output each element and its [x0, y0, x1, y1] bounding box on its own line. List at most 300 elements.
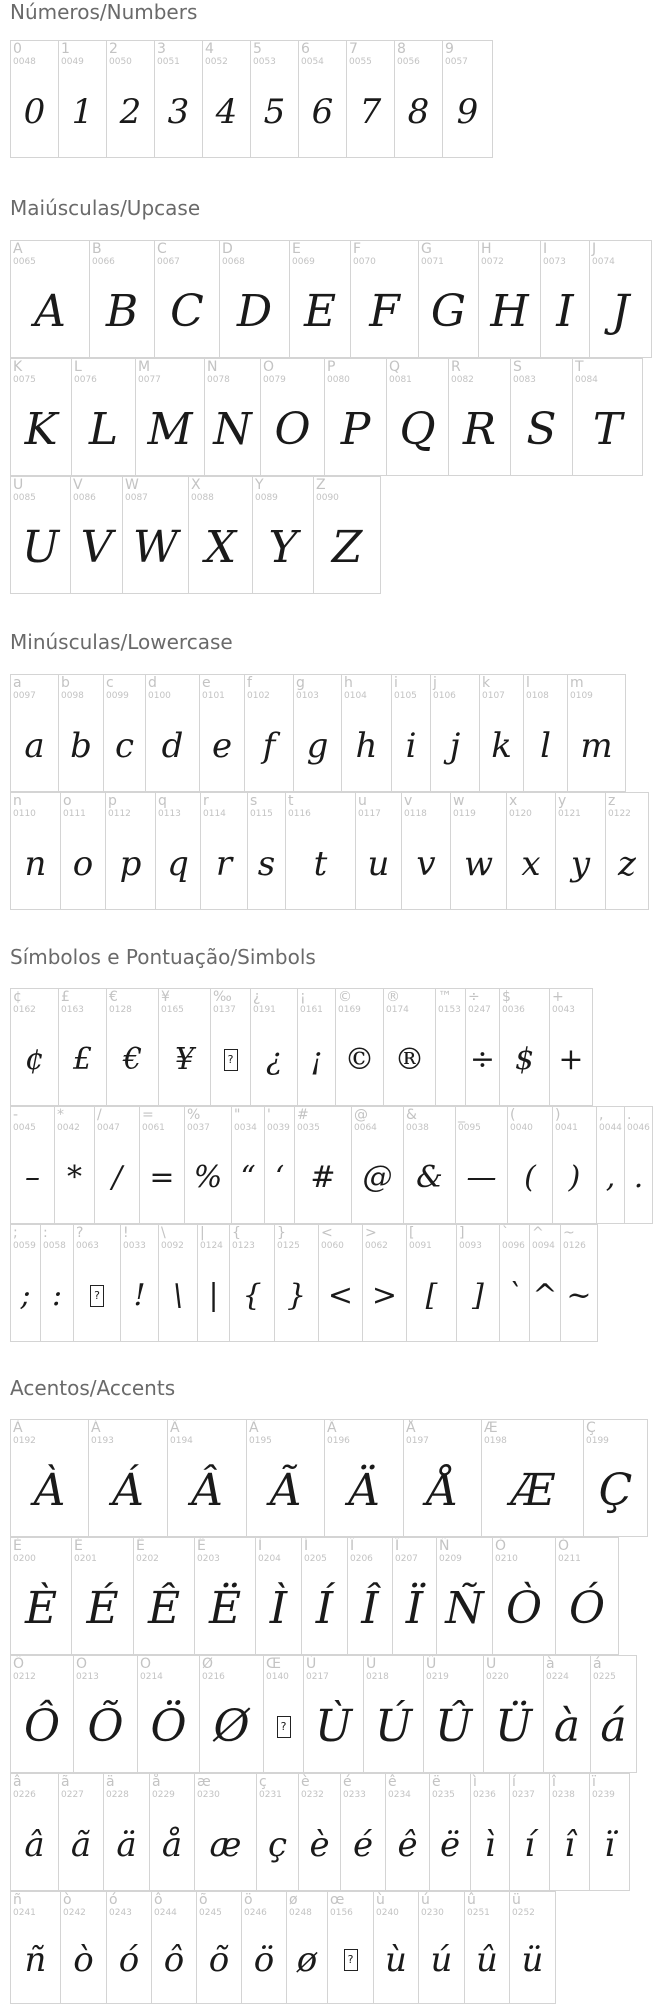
glyph-sample: ï: [604, 1824, 615, 1865]
glyph-sample: è: [309, 1824, 330, 1865]
glyph-sample: H: [490, 285, 529, 337]
glyph-cell-eb: [429, 1773, 471, 1891]
glyph-cell-dc: [483, 1655, 544, 1773]
glyph-sample: S: [526, 403, 557, 455]
glyph-code-label: 0237: [512, 1790, 535, 1800]
glyph-sample: á: [600, 1700, 627, 1752]
glyph-code-label: 0174: [386, 1005, 409, 1015]
glyph-cell-74: [285, 792, 356, 910]
glyph-char-label: 3: [157, 41, 166, 57]
glyph-cell-f2: [60, 1891, 107, 2004]
glyph-char-label: €: [109, 989, 118, 1005]
glyph-code-label: 0071: [421, 257, 444, 267]
glyph-char-label: 0: [13, 41, 22, 57]
glyph-char-label: }: [277, 1225, 286, 1241]
glyph-code-label: 0245: [199, 1908, 222, 1918]
glyph-code-label: 0050: [109, 57, 132, 67]
glyph-code-label: 0236: [473, 1790, 496, 1800]
glyph-code-label: 0122: [608, 809, 631, 819]
glyph-code-label: 0206: [350, 1554, 373, 1564]
glyph-char-label: G: [421, 241, 432, 257]
glyph-code-label: 0055: [349, 57, 372, 67]
glyph-char-label: Ú: [366, 1656, 377, 1672]
glyph-code-label: 0115: [250, 809, 273, 819]
glyph-cell-60: [499, 1224, 530, 1342]
glyph-sample: s: [257, 843, 276, 884]
glyph-sample: 0: [23, 91, 46, 132]
section-title: Maiúsculas/Upcase: [10, 196, 201, 220]
glyph-sample: Z: [331, 521, 363, 573]
glyph-cell-63: [103, 674, 146, 792]
glyph-code-label: 0069: [292, 257, 315, 267]
glyph-cell-a3: [58, 988, 107, 1106]
glyph-cell-bf: [250, 988, 298, 1106]
glyph-code-label: 0163: [61, 1005, 84, 1015]
glyph-cell-7d: [274, 1224, 319, 1342]
glyph-code-label: 0064: [354, 1123, 377, 1133]
glyph-sample: Ú: [374, 1700, 413, 1752]
glyph-cell-6a: [430, 674, 480, 792]
glyph-code-label: 0251: [467, 1908, 490, 1918]
glyph-code-label: 0048: [13, 57, 36, 67]
glyph-sample: 8: [407, 91, 430, 132]
glyph-row: [10, 358, 642, 476]
glyph-cell-3c: [318, 1224, 363, 1342]
glyph-sample: |: [208, 1277, 219, 1313]
glyph-char-label: %: [187, 1107, 201, 1123]
glyph-char-label: =: [142, 1107, 154, 1123]
glyph-char-label: é: [343, 1774, 352, 1790]
glyph-sample: $: [514, 1041, 535, 1077]
glyph-code-label: 0108: [526, 691, 549, 701]
glyph-char-label: Ê: [136, 1538, 145, 1554]
glyph-code-label: 0093: [459, 1241, 482, 1251]
glyph-char-label: D: [222, 241, 233, 257]
glyph-code-label: 0060: [321, 1241, 344, 1251]
glyph-cell-35: [250, 40, 299, 158]
glyph-code-label: 0233: [343, 1790, 366, 1800]
glyph-cell-7a: [605, 792, 649, 910]
glyph-cell-32: [106, 40, 155, 158]
glyph-cell-e4: [103, 1773, 150, 1891]
glyph-cell-25: [184, 1106, 232, 1224]
glyph-code-label: 0226: [13, 1790, 36, 1800]
glyph-sample: T: [592, 403, 623, 455]
glyph-sample: ç: [267, 1824, 288, 1865]
glyph-code-label: 0096: [502, 1241, 525, 1251]
glyph-sample: Ñ: [445, 1582, 484, 1634]
glyph-cell-f1: [10, 1891, 61, 2004]
glyph-code-label: 0081: [389, 375, 412, 385]
glyph-code-label: 0066: [92, 257, 115, 267]
glyph-code-label: 0195: [249, 1436, 272, 1446]
glyph-code-label: 0067: [157, 257, 180, 267]
glyph-row: [10, 476, 380, 594]
glyph-code-label: 0242: [63, 1908, 86, 1918]
glyph-char-label: l: [526, 675, 530, 691]
glyph-code-label: 0114: [203, 809, 226, 819]
glyph-cell-d8: [199, 1655, 264, 1773]
glyph-cell-ca: [133, 1537, 195, 1655]
glyph-code-label: 0227: [61, 1790, 84, 1800]
glyph-code-label: 0248: [289, 1908, 312, 1918]
glyph-char-label: Ä: [327, 1420, 337, 1436]
missing-glyph-box: ?: [277, 1716, 291, 1738]
glyph-cell-70: [105, 792, 156, 910]
glyph-char-label: o: [63, 793, 72, 809]
glyph-char-label: ': [267, 1107, 271, 1123]
glyph-char-label: ë: [432, 1774, 441, 1790]
glyph-cell-24: [499, 988, 550, 1106]
glyph-code-label: 0234: [388, 1790, 411, 1800]
glyph-cell-65: [199, 674, 245, 792]
glyph-cell-5f: [455, 1106, 508, 1224]
glyph-cell-c3: [246, 1419, 325, 1537]
glyph-code-label: 0070: [353, 257, 376, 267]
glyph-char-label: w: [453, 793, 465, 809]
glyph-sample: [74, 1251, 120, 1341]
glyph-code-label: 0123: [232, 1241, 255, 1251]
glyph-cell-26: [403, 1106, 456, 1224]
glyph-cell-66: [244, 674, 294, 792]
glyph-sample: ú: [430, 1939, 453, 1980]
glyph-sample: y: [570, 843, 591, 884]
glyph-char-label: Æ: [484, 1420, 498, 1436]
glyph-char-label: î: [552, 1774, 556, 1790]
glyph-cell-47: [418, 240, 479, 358]
glyph-char-label: ¿: [253, 989, 261, 1005]
glyph-char-label: 8: [397, 41, 406, 57]
glyph-cell-61: [10, 674, 59, 792]
glyph-cell-7e: [560, 1224, 598, 1342]
glyph-code-label: 0210: [495, 1554, 518, 1564]
glyph-sample: ã: [70, 1824, 92, 1865]
glyph-char-label: W: [125, 477, 139, 493]
glyph-code-label: 0165: [161, 1005, 184, 1015]
glyph-char-label: ¡: [300, 989, 306, 1005]
glyph-code-label: 0078: [207, 375, 230, 385]
glyph-char-label: u: [358, 793, 367, 809]
glyph-char-label: L: [74, 359, 82, 375]
glyph-char-label: Î: [350, 1538, 355, 1554]
glyph-sample: Ç: [598, 1464, 633, 1516]
glyph-code-label: 0047: [97, 1123, 120, 1133]
glyph-sample: 1: [71, 91, 94, 132]
glyph-char-label: ù: [376, 1892, 385, 1908]
glyph-cell-c0: [10, 1419, 89, 1537]
glyph-row: [10, 792, 648, 910]
glyph-sample: d: [161, 725, 184, 766]
glyph-code-label: 0034: [234, 1123, 257, 1133]
glyph-code-label: 0213: [76, 1672, 99, 1682]
glyph-code-label: 0075: [13, 375, 36, 385]
glyph-sample: –: [25, 1159, 40, 1195]
glyph-code-label: 0059: [13, 1241, 36, 1251]
glyph-sample: k: [491, 725, 512, 766]
glyph-code-label: 0111: [63, 809, 86, 819]
glyph-cell-73: [247, 792, 286, 910]
glyph-code-label: 0119: [453, 809, 476, 819]
glyph-sample: 7: [359, 91, 382, 132]
glyph-char-label: ä: [106, 1774, 115, 1790]
glyph-cell-71: [155, 792, 201, 910]
glyph-sample: *: [67, 1159, 82, 1195]
glyph-code-label: 0107: [482, 691, 505, 701]
glyph-cell-6b: [479, 674, 524, 792]
glyph-sample: f: [262, 725, 276, 766]
glyph-cell-31: [58, 40, 107, 158]
glyph-cell-fc: [509, 1891, 556, 2004]
glyph-code-label: 0228: [106, 1790, 129, 1800]
glyph-code-label: 0197: [406, 1436, 429, 1446]
glyph-char-label: í: [512, 1774, 516, 1790]
glyph-row: [10, 1655, 636, 1773]
glyph-cell-c7: [583, 1419, 648, 1537]
glyph-cell-39: [442, 40, 493, 158]
glyph-code-label: 0113: [158, 809, 181, 819]
glyph-sample: Ï: [405, 1582, 424, 1634]
glyph-char-label: h: [344, 675, 353, 691]
glyph-code-label: 0169: [338, 1005, 361, 1015]
glyph-sample: [264, 1682, 303, 1772]
glyph-sample: Æ: [510, 1464, 555, 1516]
glyph-sample: P: [340, 403, 371, 455]
glyph-cell-41: [10, 240, 90, 358]
glyph-code-label: 0063: [76, 1241, 99, 1251]
glyph-sample: ñ: [24, 1939, 47, 1980]
glyph-cell-cb: [194, 1537, 256, 1655]
glyph-char-label: ": [234, 1107, 241, 1123]
glyph-cell-ef: [589, 1773, 630, 1891]
glyph-code-label: 0217: [306, 1672, 329, 1682]
glyph-sample: Í: [315, 1582, 334, 1634]
glyph-code-label: 0116: [288, 809, 311, 819]
glyph-cell-48: [478, 240, 541, 358]
glyph-sample: :: [51, 1277, 63, 1313]
glyph-code-label: 0205: [304, 1554, 327, 1564]
glyph-char-label: Í: [304, 1538, 309, 1554]
glyph-code-label: 0229: [152, 1790, 175, 1800]
glyph-char-label: Û: [426, 1656, 437, 1672]
glyph-code-label: 0091: [409, 1241, 432, 1251]
glyph-cell-5a: [313, 476, 381, 594]
glyph-sample: 6: [311, 91, 334, 132]
glyph-code-label: 0230: [197, 1790, 220, 1800]
glyph-sample: J: [611, 285, 630, 337]
glyph-cell-e8: [298, 1773, 341, 1891]
glyph-sample: 3: [167, 91, 190, 132]
glyph-cell-153: [327, 1891, 374, 2004]
glyph-sample: £: [72, 1041, 93, 1077]
glyph-char-label: B: [92, 241, 102, 257]
glyph-char-label: ¢: [13, 989, 22, 1005]
glyph-sample: Ù: [314, 1700, 353, 1752]
glyph-char-label: n: [13, 793, 22, 809]
glyph-cell-4e: [204, 358, 261, 476]
glyph-code-label: 0105: [394, 691, 417, 701]
glyph-char-label: O: [263, 359, 275, 375]
glyph-sample: Î: [361, 1582, 379, 1634]
section-title: Símbolos e Pontuação/Simbols: [10, 945, 316, 969]
glyph-cell-c5: [403, 1419, 482, 1537]
glyph-sample: ¢: [24, 1041, 45, 1077]
glyph-cell-2030: [210, 988, 251, 1106]
glyph-char-label: F: [353, 241, 362, 257]
glyph-cell-75: [355, 792, 402, 910]
glyph-code-label: 0162: [13, 1005, 36, 1015]
glyph-char-label: |: [200, 1225, 205, 1241]
glyph-char-label: t: [288, 793, 294, 809]
glyph-sample: 9: [456, 91, 479, 132]
glyph-sample: ^: [532, 1277, 558, 1313]
glyph-sample: v: [416, 843, 436, 884]
glyph-char-label: œ: [330, 1892, 345, 1908]
glyph-char-label: Ó: [558, 1538, 570, 1554]
glyph-sample: ,: [605, 1159, 616, 1195]
glyph-cell-3a: [40, 1224, 74, 1342]
glyph-code-label: 0219: [426, 1672, 449, 1682]
glyph-cell-76: [401, 792, 451, 910]
glyph-code-label: 0087: [125, 493, 148, 503]
glyph-char-label: v: [404, 793, 413, 809]
glyph-sample: C: [170, 285, 204, 337]
glyph-char-label: Ã: [249, 1420, 259, 1436]
glyph-code-label: 0106: [433, 691, 456, 701]
glyph-char-label: Œ: [266, 1656, 281, 1672]
glyph-char-label: ï: [592, 1774, 596, 1790]
glyph-char-label: Å: [406, 1420, 416, 1436]
glyph-char-label: ì: [473, 1774, 477, 1790]
glyph-char-label: ó: [109, 1892, 118, 1908]
glyph-sample: !: [133, 1277, 146, 1313]
glyph-code-label: 0194: [170, 1436, 193, 1446]
glyph-cell-4f: [260, 358, 325, 476]
glyph-sample: ø: [296, 1939, 318, 1980]
glyph-cell-d4: [10, 1655, 74, 1773]
glyph-char-label: ~: [563, 1225, 575, 1241]
glyph-cell-d1: [436, 1537, 493, 1655]
glyph-sample: K: [24, 403, 58, 455]
glyph-char-label: ?: [76, 1225, 84, 1241]
glyph-cell-ae: [383, 988, 436, 1106]
glyph-char-label: Ñ: [439, 1538, 450, 1554]
glyph-char-label: Q: [389, 359, 401, 375]
glyph-code-label: 0120: [509, 809, 532, 819]
glyph-char-label: Ç: [586, 1420, 596, 1436]
glyph-cell-d9: [303, 1655, 364, 1773]
glyph-cell-30: [10, 40, 59, 158]
glyph-sample: n: [24, 843, 47, 884]
glyph-sample: %: [193, 1159, 223, 1195]
glyph-cell-c2: [167, 1419, 247, 1537]
glyph-cell-46: [350, 240, 419, 358]
glyph-cell-50: [324, 358, 387, 476]
glyph-cell-36: [298, 40, 347, 158]
glyph-sample: Ì: [269, 1582, 288, 1634]
glyph-char-label: ;: [13, 1225, 18, 1241]
glyph-row: [10, 1106, 652, 1224]
glyph-sample: G: [430, 285, 467, 337]
glyph-cell-78: [506, 792, 556, 910]
glyph-cell-38: [394, 40, 443, 158]
glyph-sample: l: [540, 725, 551, 766]
glyph-code-label: 0207: [395, 1554, 418, 1564]
glyph-code-label: 0103: [296, 691, 319, 701]
glyph-char-label: Á: [91, 1420, 101, 1436]
glyph-char-label: ö: [244, 1892, 253, 1908]
glyph-code-label: 0156: [330, 1908, 353, 1918]
glyph-sample: W: [132, 521, 179, 573]
glyph-sample: =: [149, 1159, 175, 1195]
glyph-sample: ê: [397, 1824, 418, 1865]
glyph-char-label: ©: [338, 989, 352, 1005]
glyph-sample: Ã: [269, 1464, 302, 1516]
glyph-cell-34: [202, 40, 251, 158]
glyph-char-label: q: [158, 793, 167, 809]
glyph-sample: p: [119, 843, 142, 884]
glyph-code-label: 0085: [13, 493, 36, 503]
glyph-sample: X: [204, 521, 237, 573]
glyph-sample: Ô: [23, 1700, 61, 1752]
glyph-char-label: Ö: [140, 1656, 152, 1672]
glyph-sample: O: [274, 403, 311, 455]
glyph-char-label: 7: [349, 41, 358, 57]
glyph-code-label: 0231: [259, 1790, 282, 1800]
glyph-char-label: Ø: [202, 1656, 214, 1672]
glyph-char-label: Y: [255, 477, 264, 493]
glyph-code-label: 0126: [563, 1241, 586, 1251]
glyph-code-label: 0230: [421, 1908, 444, 1918]
glyph-cell-64: [145, 674, 200, 792]
glyph-cell-f4: [151, 1891, 197, 2004]
glyph-code-label: 0216: [202, 1672, 225, 1682]
glyph-sample: B: [105, 285, 139, 337]
glyph-sample: É: [86, 1582, 119, 1634]
glyph-sample: €: [122, 1041, 143, 1077]
glyph-cell-e9: [340, 1773, 386, 1891]
glyph-code-label: 0110: [13, 809, 36, 819]
glyph-sample: V: [80, 521, 113, 573]
glyph-char-label: ™: [438, 989, 452, 1005]
glyph-char-label: Z: [316, 477, 326, 493]
glyph-char-label: -: [13, 1107, 19, 1123]
glyph-sample: î: [564, 1824, 575, 1865]
glyph-cell-2122: [435, 988, 466, 1106]
glyph-char-label: N: [207, 359, 218, 375]
glyph-char-label: 6: [301, 41, 310, 57]
glyph-char-label: <: [321, 1225, 333, 1241]
glyph-code-label: 0084: [575, 375, 598, 385]
glyph-sample: Y: [268, 521, 298, 573]
glyph-cell-ee: [549, 1773, 590, 1891]
glyph-code-label: 0104: [344, 691, 367, 701]
glyph-sample: [211, 1015, 250, 1105]
glyph-code-label: 0198: [484, 1436, 507, 1446]
glyph-code-label: 0080: [327, 375, 350, 385]
glyph-cell-2f: [94, 1106, 140, 1224]
glyph-char-label: ô: [154, 1892, 163, 1908]
glyph-sample: M: [147, 403, 193, 455]
glyph-code-label: 0090: [316, 493, 339, 503]
glyph-char-label: {: [232, 1225, 241, 1241]
glyph-cell-fa: [418, 1891, 465, 2004]
glyph-sample: [436, 1015, 465, 1105]
glyph-char-label: æ: [197, 1774, 211, 1790]
glyph-sample: [328, 1916, 373, 2003]
glyph-code-label: 0098: [61, 691, 84, 701]
glyph-sample: ;: [20, 1277, 31, 1313]
glyph-code-label: 0101: [202, 691, 225, 701]
